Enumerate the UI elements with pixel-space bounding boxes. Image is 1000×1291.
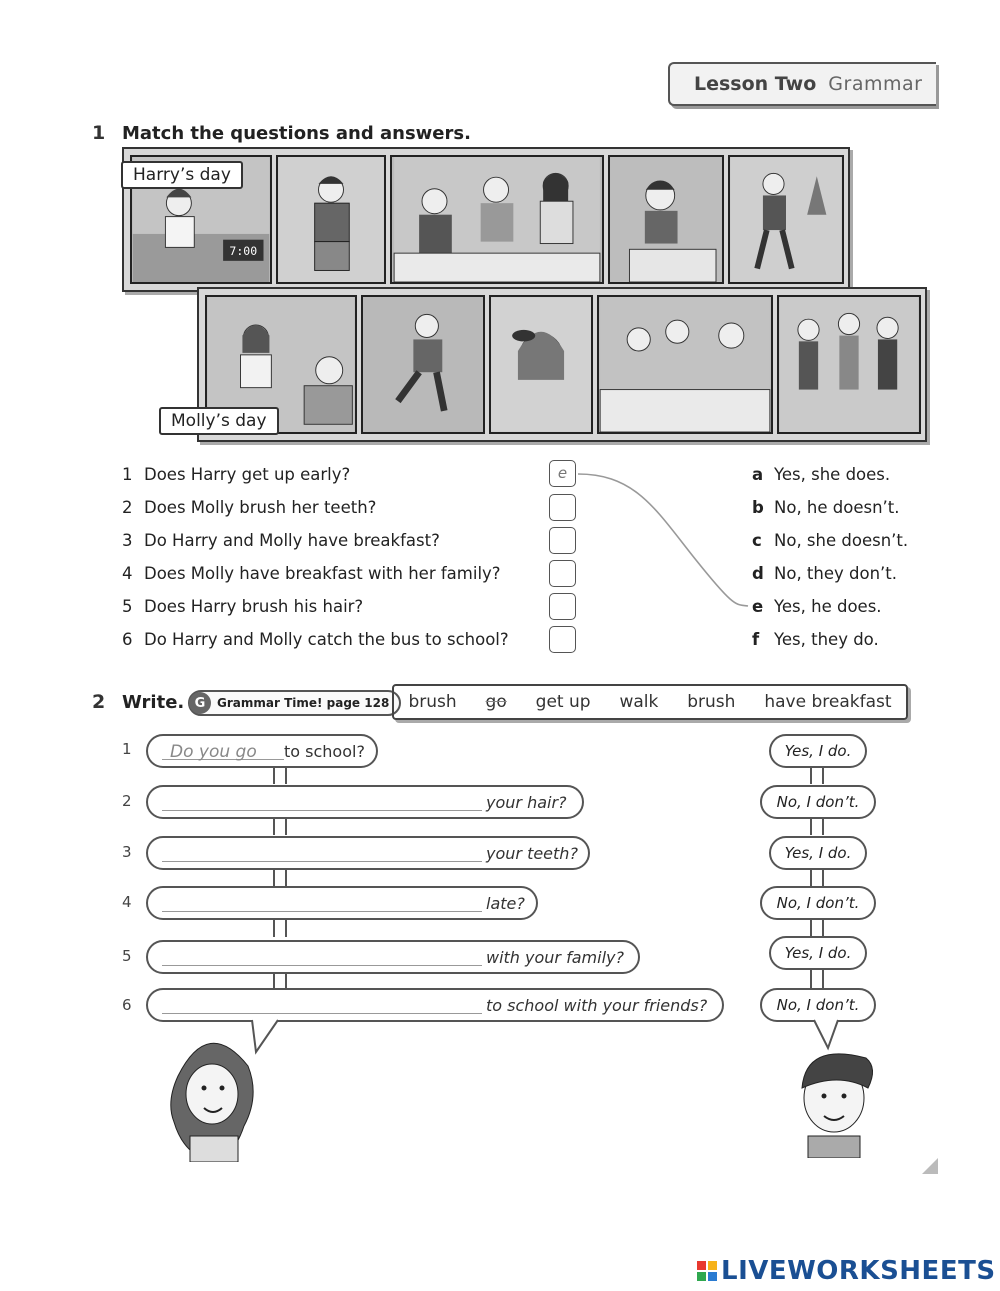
question-row [122, 531, 440, 550]
exercise2-instruction: Write. [122, 692, 185, 713]
question-text: Do Harry and Molly catch the bus to school? [144, 630, 509, 649]
grammar-g-icon: G [189, 692, 211, 714]
exercise2-number: 2 [92, 691, 106, 713]
exercise1-number: 1 [92, 122, 106, 144]
question-answer-input[interactable]: Do you go [170, 742, 257, 762]
question-tail: your teeth? [486, 844, 578, 863]
question-number: 1 [122, 465, 133, 484]
reply-connector [810, 868, 824, 886]
item-number: 3 [122, 843, 132, 861]
question-text: Does Harry get up early? [144, 465, 351, 484]
harry-panel-walk [728, 155, 844, 284]
answer-row [752, 498, 900, 517]
match-answer-box-4[interactable] [549, 560, 576, 587]
logo-cubes-icon [697, 1261, 717, 1281]
question-bubble-3 [146, 836, 590, 870]
answer-text: No, they don’t. [774, 564, 898, 583]
harry-panel-teeth [608, 155, 724, 284]
page-corner [922, 1158, 938, 1174]
answer-text: Yes, he does. [774, 597, 882, 616]
molly-strip-label: Molly’s day [159, 407, 279, 435]
question-number: 6 [122, 630, 133, 649]
question-bubble-5 [146, 940, 640, 974]
question-text: Does Molly have breakfast with her family? [144, 564, 501, 583]
harry-strip-label: Harry’s day [121, 161, 243, 189]
word-bank-item: get up [535, 692, 591, 712]
answer-letter: f [752, 630, 760, 649]
word-bank-item: brush [687, 692, 736, 712]
item-number: 5 [122, 947, 132, 965]
bubble-connector [273, 919, 287, 937]
harry-brushing-teeth-illustration [610, 157, 722, 282]
question-row [122, 597, 363, 616]
molly-panel-shoes [361, 295, 485, 434]
question-row [122, 564, 501, 583]
match-answer-box-6[interactable] [549, 626, 576, 653]
question-number: 4 [122, 564, 133, 583]
lesson-section: Grammar [828, 73, 923, 95]
answer-letter: e [752, 597, 764, 616]
reply-connector [810, 766, 824, 784]
question-row [122, 498, 376, 517]
question-text: Do Harry and Molly have breakfast? [144, 531, 440, 550]
molly-illustration [160, 1036, 270, 1162]
answer-letter: b [752, 498, 764, 517]
question-text: Does Molly brush her teeth? [144, 498, 377, 517]
lesson-title: Lesson Two [694, 73, 817, 95]
question-bubble-4 [146, 886, 538, 920]
question-row [122, 465, 350, 484]
answer-text: No, she doesn’t. [774, 531, 909, 550]
molly-picture-strip [171, 287, 927, 442]
question-bubble-1 [146, 734, 378, 768]
kids-at-bus-stop-illustration [779, 297, 919, 432]
question-text: Does Harry brush his hair? [144, 597, 364, 616]
exercise1-instruction: Match the questions and answers. [122, 123, 471, 144]
harry-illustration [786, 1040, 882, 1158]
word-bank-item: walk [619, 692, 659, 712]
reply-connector [810, 817, 824, 835]
item-number: 6 [122, 996, 132, 1014]
harry-panel-dressing [276, 155, 386, 284]
match-answer-box-1[interactable]: e [549, 460, 576, 487]
answer-text: Yes, she does. [774, 465, 891, 484]
molly-panel-bus [777, 295, 921, 434]
reply-bubble-6: No, I don’t. [760, 988, 876, 1022]
harry-dressing-illustration [278, 157, 384, 282]
word-bank [392, 684, 908, 720]
answer-letter: c [752, 531, 762, 550]
word-bank-item: have breakfast [764, 692, 892, 712]
molly-shoes-illustration [363, 297, 483, 432]
question-number: 5 [122, 597, 133, 616]
bubble-connector [273, 766, 287, 784]
word-bank-item: brush [408, 692, 457, 712]
clock-display: 7:00 [229, 244, 258, 259]
reply-bubble-2: No, I don’t. [760, 785, 876, 819]
item-number: 4 [122, 893, 132, 911]
example-match-line [576, 470, 756, 615]
reply-connector [810, 919, 824, 937]
question-row [122, 630, 509, 649]
molly-brushing-hair-illustration [491, 297, 591, 432]
question-tail: your hair? [486, 793, 567, 812]
answer-row [752, 564, 897, 583]
answer-text: Yes, they do. [774, 630, 879, 649]
question-bubble-2 [146, 785, 584, 819]
reply-bubble-4: No, I don’t. [760, 886, 876, 920]
harry-walking-illustration [730, 157, 842, 282]
answer-letter: a [752, 465, 764, 484]
question-number: 2 [122, 498, 133, 517]
molly-panel-hair [489, 295, 593, 434]
lesson-header-tab [668, 62, 936, 106]
reply-bubble-1: Yes, I do. [769, 734, 867, 768]
answer-row [752, 597, 882, 616]
item-number: 2 [122, 792, 132, 810]
logo-text: LIVEWORKSHEETS [721, 1256, 996, 1286]
answer-row [752, 531, 908, 550]
harry-picture-strip [122, 147, 850, 292]
question-tail: to school with your friends? [486, 996, 708, 1015]
item-number: 1 [122, 740, 132, 758]
question-tail: late? [486, 894, 525, 913]
reply-bubble-5: Yes, I do. [769, 936, 867, 970]
family-breakfast-illustration [392, 157, 602, 282]
question-tail: to school? [284, 742, 365, 761]
grammar-ref-label: Grammar Time! page 128 [217, 696, 390, 710]
question-number: 3 [122, 531, 133, 550]
reply-bubble-3: Yes, I do. [769, 836, 867, 870]
word-bank-item: go [485, 692, 507, 712]
answer-row [752, 630, 879, 649]
answer-row [752, 465, 890, 484]
molly-family-breakfast-illustration [599, 297, 771, 432]
bubble-connector [273, 868, 287, 886]
grammar-time-reference[interactable] [188, 690, 401, 716]
harry-panel-breakfast [390, 155, 604, 284]
match-answer-box-5[interactable] [549, 593, 576, 620]
match-answer-box-2[interactable] [549, 494, 576, 521]
question-tail: with your family? [486, 948, 624, 967]
molly-panel-breakfast [597, 295, 773, 434]
liveworksheets-logo[interactable] [697, 1256, 996, 1286]
reply-connector [810, 970, 824, 988]
question-bubble-6 [146, 988, 724, 1022]
answer-letter: d [752, 564, 764, 583]
bubble-connector [273, 817, 287, 835]
match-answer-box-3[interactable] [549, 527, 576, 554]
answer-text: No, he doesn’t. [774, 498, 900, 517]
